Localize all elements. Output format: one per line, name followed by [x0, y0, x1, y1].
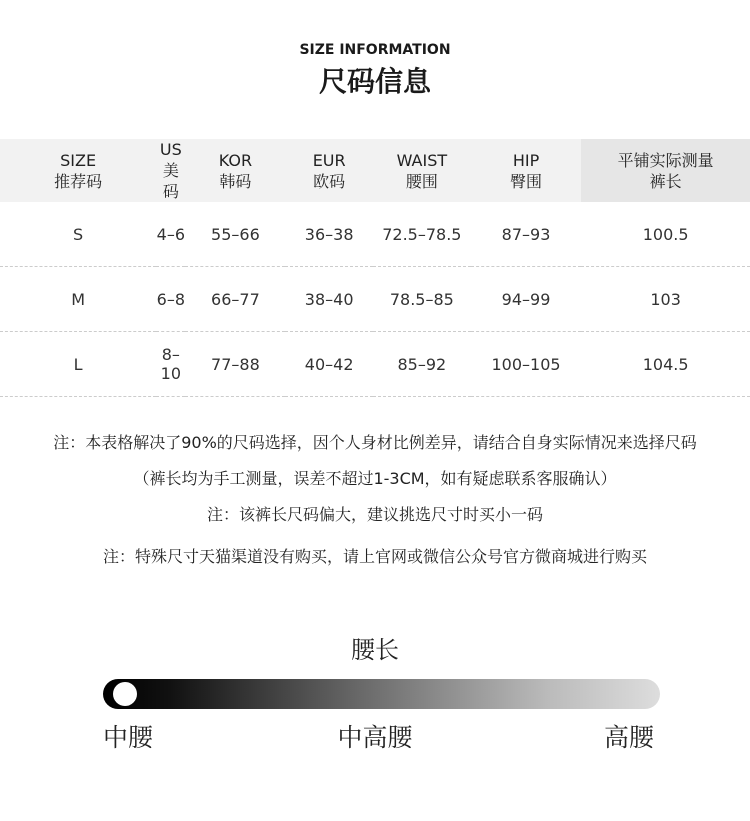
table-cell: 77–88 [185, 332, 285, 397]
table-cell: 55–66 [185, 202, 285, 267]
table-cell: 94–99 [471, 267, 581, 332]
table-row [0, 202, 750, 267]
table-cell: 103 [581, 267, 750, 332]
section-subtitle: SIZE INFORMATION [299, 42, 451, 58]
table-cell: 78.5–85 [373, 267, 471, 332]
rise-indicator-knob [113, 682, 137, 706]
table-row [0, 332, 750, 397]
note-line: 注：本表格解决了90%的尺码选择，因个人身材比例差异，请结合自身实际情况来选择尺码 [53, 433, 697, 452]
note-line: 注：特殊尺寸天猫渠道没有购买，请上官网或微信公众号官方微商城进行购买 [102, 547, 647, 566]
size-table [0, 139, 750, 397]
table-cell: L [0, 332, 156, 397]
table-header-row [0, 139, 750, 202]
section-title: 尺码信息 [318, 65, 431, 98]
column-header-length: 平铺实际测量 裤长 [581, 139, 750, 202]
table-cell: 87–93 [471, 202, 581, 267]
column-header-hip: HIP 臀围 [471, 139, 581, 202]
table-cell: 6–8 [156, 267, 185, 332]
rise-marker-mid: 中腰 [103, 723, 154, 752]
table-cell: 104.5 [581, 332, 750, 397]
table-cell: 38–40 [285, 267, 373, 332]
table-cell: 85–92 [373, 332, 471, 397]
table-cell: M [0, 267, 156, 332]
table-cell: 100–105 [471, 332, 581, 397]
table-row [0, 267, 750, 332]
note-line: （裤长均为手工测量，误差不超过1-3CM，如有疑虑联系客服确认） [133, 469, 617, 488]
table-cell: 40–42 [285, 332, 373, 397]
note-line: 注：该裤长尺码偏大，建议挑选尺寸时买小一码 [206, 505, 543, 524]
column-header-eur: EUR 欧码 [285, 139, 373, 202]
table-cell: 100.5 [581, 202, 750, 267]
column-header-kor: KOR 韩码 [185, 139, 285, 202]
rise-marker-high: 高腰 [603, 723, 654, 752]
rise-gradient-bar [103, 679, 660, 709]
column-header-us: US 美码 [156, 139, 185, 202]
table-cell: 36–38 [285, 202, 373, 267]
table-cell: 8–10 [156, 332, 185, 397]
table-cell: 66–77 [185, 267, 285, 332]
rise-marker-mid-high: 中高腰 [337, 723, 413, 752]
table-cell: 72.5–78.5 [373, 202, 471, 267]
table-cell: 4–6 [156, 202, 185, 267]
page-header [0, 42, 750, 100]
column-header-waist: WAIST 腰围 [373, 139, 471, 202]
table-cell: S [0, 202, 156, 267]
column-header-size: SIZE 推荐码 [0, 139, 156, 202]
rise-label: 腰长 [351, 636, 399, 664]
